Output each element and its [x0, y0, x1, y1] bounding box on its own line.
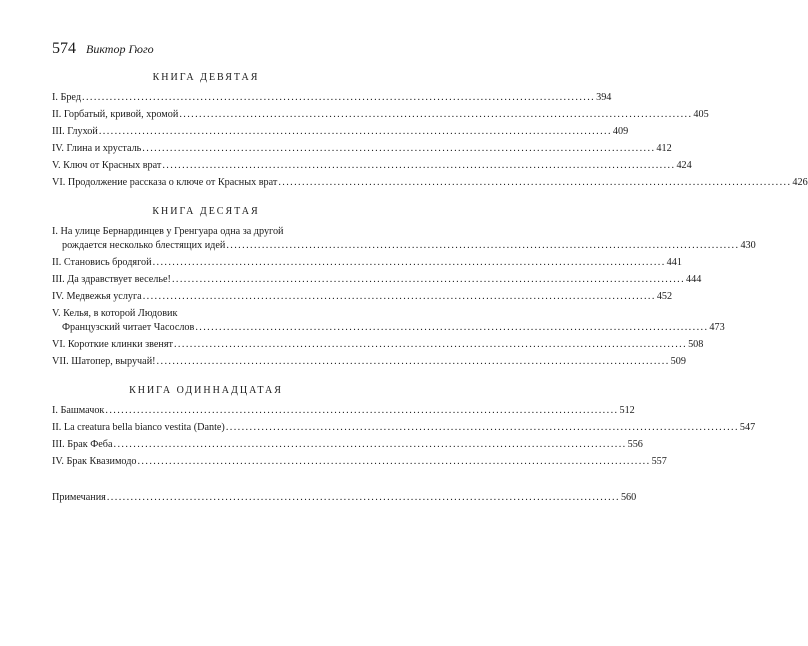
leader-dots [162, 159, 675, 173]
toc-entry-title: I. Бред [52, 92, 82, 103]
toc-entry-page: 426 [792, 177, 808, 188]
leader-dots [107, 491, 620, 505]
toc-entry-title: II. Горбатый, кривой, хромой [52, 109, 179, 120]
leader-dots [143, 290, 656, 304]
toc-entry-page: 547 [739, 422, 756, 433]
book-eleven-section [52, 385, 756, 469]
toc-entry-title: III. Глухой [52, 126, 98, 137]
running-head [52, 40, 360, 58]
leader-dots [142, 142, 655, 156]
leader-dots [137, 455, 650, 469]
toc-entry-page: 405 [693, 109, 709, 120]
leader-dots [174, 338, 687, 352]
leader-dots [226, 239, 739, 253]
toc-entry[interactable] [52, 421, 756, 435]
table-of-contents-page [52, 40, 808, 508]
toc-entry-page: 430 [740, 240, 756, 251]
toc-entry[interactable] [52, 108, 709, 122]
leader-dots [172, 273, 685, 287]
toc-entry-page: 560 [620, 492, 637, 503]
book-title: КНИГА ДЕСЯТАЯ [152, 206, 260, 217]
toc-entry[interactable] [52, 307, 725, 335]
toc-entry-title: V. Ключ от Красных врат [52, 160, 162, 171]
leader-dots [82, 91, 595, 105]
toc-entry-page: 394 [596, 92, 612, 103]
toc-entry-title: I. Башмачок [52, 405, 105, 416]
toc-entry-title: IV. Брак Квазимодо [52, 456, 137, 467]
toc-entry[interactable] [52, 159, 692, 173]
toc-entry-page: 509 [670, 356, 686, 367]
toc-entry-title: IV. Глина и хрусталь [52, 143, 142, 154]
toc-entry-title: III. Брак Феба [52, 439, 113, 450]
toc-entry-title: II. Становись бродягой [52, 257, 152, 268]
toc-entry[interactable] [52, 176, 808, 190]
toc-entry[interactable] [52, 273, 702, 287]
toc-entry[interactable] [52, 338, 704, 352]
leader-dots [226, 421, 739, 435]
toc-list [52, 91, 808, 190]
toc-entry-page: 473 [709, 322, 725, 333]
toc-list [52, 225, 756, 369]
leader-dots [179, 108, 692, 122]
toc-entry[interactable] [52, 125, 629, 139]
notes-list [52, 491, 637, 505]
toc-entry-title: Французский читает Часослов [62, 322, 195, 333]
toc-entry[interactable] [52, 91, 612, 105]
toc-entry[interactable] [52, 225, 756, 253]
toc-entry-page: 452 [656, 291, 673, 302]
toc-entry[interactable] [52, 355, 686, 369]
toc-entry[interactable] [52, 404, 635, 418]
toc-entry-page: 424 [676, 160, 692, 171]
toc-entry-title: рождается несколько блестящих идей [62, 240, 226, 251]
toc-entry-title: II. La creatura bella bianco vestita (Dante) [52, 422, 225, 433]
toc-entry[interactable] [52, 455, 667, 469]
toc-entry-title: VI. Короткие клинки звенят [52, 339, 173, 350]
toc-entry-title: Примечания [52, 492, 106, 503]
leader-dots [114, 438, 627, 452]
toc-entry-title-line: V. Келья, в которой Людовик [52, 308, 178, 319]
book-ten-section [52, 206, 756, 369]
book-nine-section [52, 72, 808, 190]
toc-entry-title: VII. Шатопер, выручай! [52, 356, 156, 367]
toc-entry-page: 412 [656, 143, 672, 154]
toc-entry-page: 441 [666, 257, 682, 268]
toc-entry-title: VI. Продолжение рассказа о ключе от Красных врат [52, 177, 278, 188]
leader-dots [105, 404, 618, 418]
toc-list [52, 404, 756, 469]
toc-entry[interactable] [52, 142, 672, 156]
author-name: Виктор Гюго [86, 42, 154, 56]
leader-dots [278, 176, 791, 190]
toc-entry[interactable] [52, 438, 643, 452]
toc-entry-page: 444 [686, 274, 702, 285]
toc-entry-page: 557 [651, 456, 667, 467]
toc-entry-page: 556 [627, 439, 643, 450]
leader-dots [153, 256, 666, 270]
toc-entry-page: 512 [619, 405, 635, 416]
toc-entry-title: IV. Медвежья услуга [52, 291, 142, 302]
book-title: КНИГА ОДИННАДЦАТАЯ [129, 385, 283, 396]
toc-entry-title-line: I. На улице Бернардинцев у Гренгуара одна за другой [52, 226, 284, 237]
toc-entry-notes[interactable] [52, 491, 637, 505]
toc-entry[interactable] [52, 256, 682, 270]
leader-dots [195, 321, 708, 335]
toc-entry[interactable] [52, 290, 673, 304]
toc-entry-title: III. Да здравствует веселье! [52, 274, 171, 285]
book-title: КНИГА ДЕВЯТАЯ [152, 72, 260, 83]
toc-entry-page: 409 [612, 126, 629, 137]
leader-dots [99, 125, 612, 139]
leader-dots [157, 355, 670, 369]
toc-entry-page: 508 [688, 339, 704, 350]
page-number: 574 [52, 40, 76, 57]
